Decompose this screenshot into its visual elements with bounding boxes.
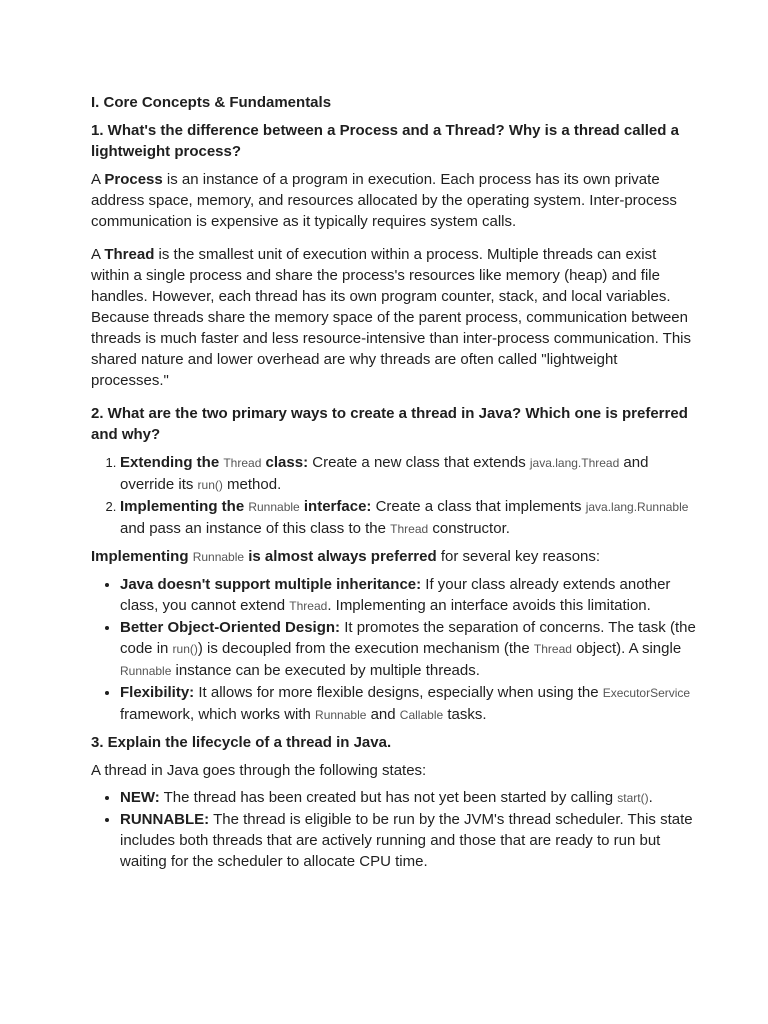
thread-term: Thread	[104, 246, 155, 263]
list-item: • Better Object-Oriented Design: It promotes the separation of concerns. The task (the code in run()) is decoupled from the execution mechanism (the Thread object). A single Runnable instance can be executed by multiple threads.	[120, 617, 698, 682]
question-2-title: 2. What are the two primary ways to create a thread in Java? Which one is preferred and why?	[91, 405, 688, 443]
list-item: • NEW: The thread has been created but has not yet been started by calling start().	[120, 787, 698, 809]
list-item: • RUNNABLE: The thread is eligible to be run by the JVM's thread scheduler. This state includes both threads that are actively running and those that are ready to run but waiting for the scheduler to allocate CPU time.	[120, 809, 698, 872]
section-title: I. Core Concepts & Fundamentals	[91, 94, 332, 111]
process-paragraph: A Process is an instance of a program in execution. Each process has its own private address space, memory, and resources allocated by the operating system. Inter-process communication is expensive as it typically requires system calls.	[91, 171, 677, 230]
list-item: 2. Implementing the Runnable interface: Create a class that implements java.lang.Runnable and pass an instance of this class to the Thread constructor.	[120, 496, 698, 540]
list-item: • Java doesn't support multiple inheritance: If your class already extends another class, you cannot extend Thread. Implementing an interface avoids this limitation.	[120, 574, 698, 617]
list-item: • Flexibility: It allows for more flexible designs, especially when using the ExecutorService framework, which works with Runnable and Callable tasks.	[120, 682, 698, 726]
thread-paragraph: A Thread is the smallest unit of execution within a process. Multiple threads can exist within a single process and share the process's resources like memory (heap) and file handles. However, each thread has its own program counter, stack, and local variables. Because threads share the memory space of the parent process, communication between threads is much faster and less resource-intensive than inter-process communication. This shared nature and lower overhead are why threads are often called "lightweight processes."	[91, 246, 691, 389]
preference-paragraph: Implementing Runnable is almost always preferred for several key reasons:	[91, 548, 601, 565]
lifecycle-intro: A thread in Java goes through the following states:	[91, 762, 427, 779]
list-item: 1. Extending the Thread class: Create a new class that extends java.lang.Thread and override its run() method.	[120, 452, 698, 496]
thread-creation-list	[91, 452, 698, 540]
question-3-title: 3. Explain the lifecycle of a thread in Java.	[91, 734, 392, 751]
reasons-list	[91, 574, 698, 726]
process-term: Process	[104, 171, 163, 188]
question-1-title: 1. What's the difference between a Process and a Thread? Why is a thread called a lightweight process?	[91, 122, 679, 160]
states-list	[91, 787, 698, 872]
